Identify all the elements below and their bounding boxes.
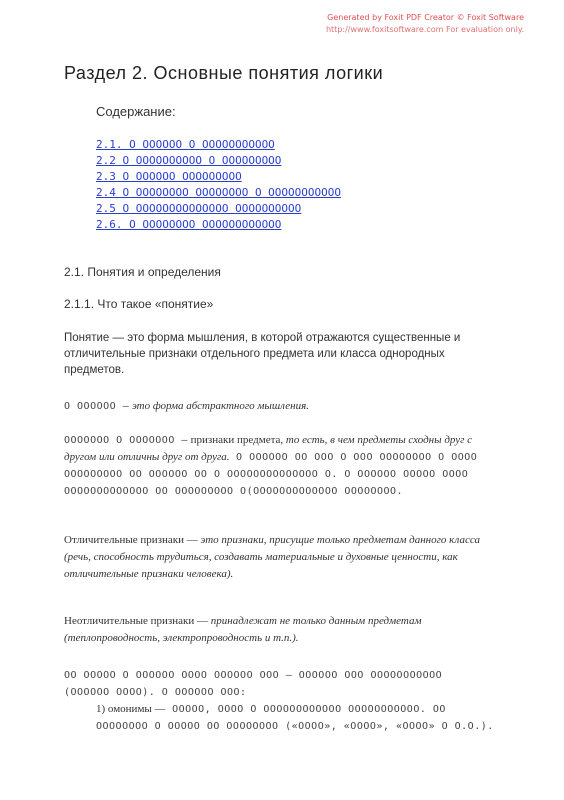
paragraph-lead: ООООООО О ООООООО — bbox=[64, 435, 188, 446]
paragraph-text: принадлежат не только данным предметам (теплопроводность, электропроводность и т.п.). bbox=[64, 615, 422, 644]
paragraph-homonyms bbox=[96, 701, 496, 735]
table-of-contents bbox=[96, 137, 341, 233]
watermark-line-1: Generated by Foxit PDF Creator © Foxit Software bbox=[327, 13, 524, 22]
toc-link-3[interactable]: 2.3 О ОООООО ООООООООО bbox=[96, 170, 242, 183]
paragraph-distinctive bbox=[64, 532, 494, 583]
paragraph-lead: О ОООООО — bbox=[64, 401, 130, 412]
toc-link-4[interactable]: 2.4 О ОООООООО ОООООООО О ООООООООООО bbox=[96, 186, 342, 199]
contents-label: Содержание: bbox=[96, 104, 176, 119]
paragraph-text: это форма абстрактного мышления. bbox=[129, 400, 309, 412]
paragraph-nondistinctive bbox=[64, 613, 494, 647]
paragraph-tail: О ОООООО ОО ООО О ООО ОООООООО О ОООО ООООООООО ОО ОООООО ОО О ОООООООООООООО О. О ОООООО ООООО ОООО ООООООООООООО ОО ООООООООО О(ООООООООООООО ОООООООО. bbox=[64, 452, 478, 497]
paragraph-text: ОО ООООО О ОООООО ОООО ОООООО ООО — ОООООО ООО ООООООООООО (ОООООО ОООО). О ОООООО ООО: bbox=[64, 670, 443, 698]
watermark-line-2: http://www.foxitsoftware.com For evaluation only. bbox=[325, 25, 524, 34]
paragraph-text: это признаки, присущие только предметам данного класса (речь, способность трудиться, создавать материальные и духовные ценности, как отличительные признаки человека). bbox=[64, 534, 480, 580]
watermark bbox=[326, 12, 524, 36]
paragraph-text: то есть, в чем предметы сходны друг с другом или отличны друг от друга. bbox=[64, 434, 473, 463]
paragraph-mid: признаки предмета, bbox=[187, 434, 284, 446]
page-title: Раздел 2. Основные понятия логики bbox=[64, 63, 384, 83]
section-heading-2-1: 2.1. Понятия и определения bbox=[64, 265, 221, 279]
toc-link-2[interactable]: 2.2 О ОООООООООО О ООООООООО bbox=[96, 154, 282, 167]
section-heading-2-1-1: 2.1.1. Что такое «понятие» bbox=[64, 297, 214, 311]
paragraph-lead: Отличительные признаки — bbox=[64, 534, 198, 546]
toc-link-5[interactable]: 2.5 О ОООООООООООООО ОООООООООО bbox=[96, 202, 302, 215]
toc-link-1[interactable]: 2.1. О ОООООО О ООООООООООО bbox=[96, 138, 275, 151]
paragraph-lead: Неотличительные признаки — bbox=[64, 615, 208, 627]
paragraph-features bbox=[64, 432, 494, 517]
paragraph-placeholder bbox=[64, 667, 494, 701]
definition-paragraph: Понятие — это форма мышления, в которой отражаются существенные и отличительные признаки отдельного предмета или класса однородных предметов. bbox=[64, 332, 461, 376]
toc-link-6[interactable]: 2.6. О ОООООООО ОООООООООООО bbox=[96, 218, 282, 231]
paragraph-lead: 1) омонимы — bbox=[96, 703, 166, 715]
paragraph-abstract bbox=[64, 398, 494, 415]
paragraph-text: ООООО, ОООО О ОООООООООООО ООООООООООО. ОО ОООООООО О ООООО ОО ОООООООО («ОООО», «ОООО», «ОООО» О О.О.). bbox=[96, 704, 494, 732]
